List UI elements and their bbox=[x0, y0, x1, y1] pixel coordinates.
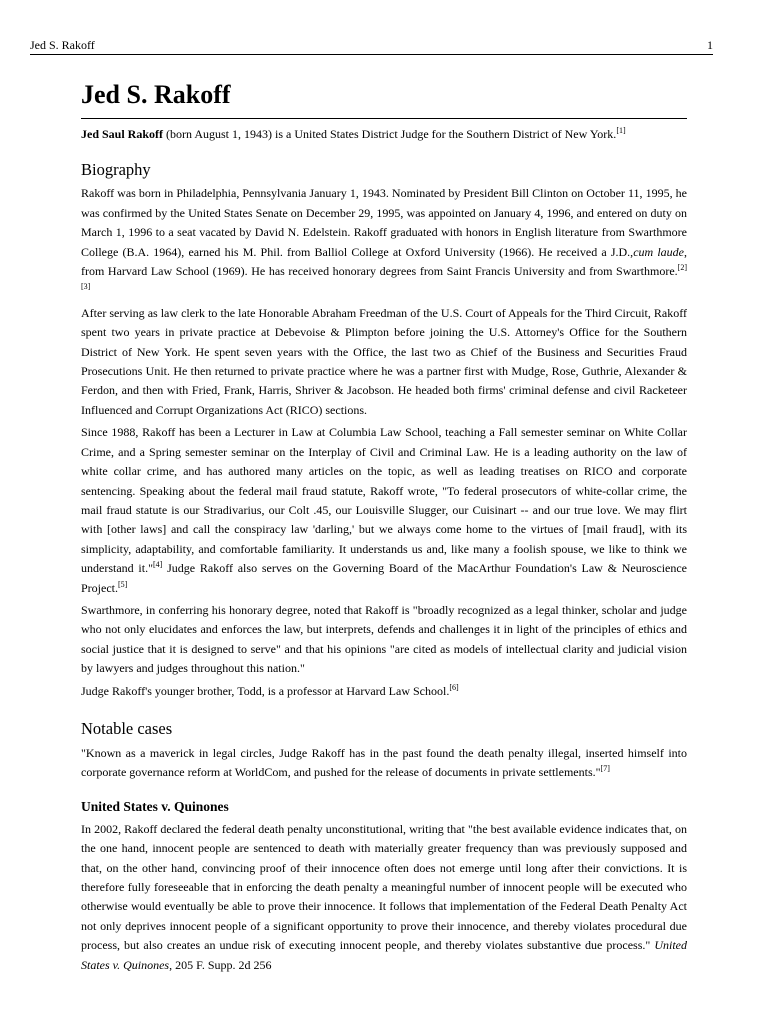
intro-paragraph bbox=[81, 125, 687, 144]
page-title: Jed S. Rakoff bbox=[81, 78, 687, 119]
citation-link[interactable]: [4] bbox=[153, 560, 163, 570]
biography-paragraph: After serving as law clerk to the late Honorable Abraham Freedman of the U.S. Court of Appeals for the Third Circuit, Rakoff spent two years in private practice at Debevoise & Plimpton before joining the U.S. Attorney's Office for the Southern District of New York. He spent seven years with the Office, the last two as Chief of the Business and Securities Fraud Prosecutions Unit. He then returned to private practice where he was a partner first with Mudge, Rose, Guthrie, Alexander & Ferdon, and then with Fried, Frank, Harris, Shriver & Jacobson. He headed both firms' criminal defense and civil Racketeer Influenced and Corrupt Organizations Act (RICO) sections. bbox=[81, 305, 687, 417]
article-body bbox=[81, 78, 687, 975]
subject-name: Jed Saul Rakoff bbox=[81, 127, 164, 141]
section-heading-notable-cases: Notable cases bbox=[81, 718, 173, 738]
notable-p1-text: "Known as a maverick in legal circles, Judge Rakoff has in the past found the death penalty illegal, inserted himself into corporate governance reform at WorldCom, and pushed for the release of documents in private settlements." bbox=[81, 745, 687, 780]
biography-paragraph bbox=[81, 682, 687, 701]
section-heading-biography: Biography bbox=[81, 160, 151, 180]
subsection-heading-quinones: United States v. Quinones bbox=[81, 798, 229, 814]
bio-p5-text: Judge Rakoff's younger brother, Todd, is a professor at Harvard Law School. bbox=[81, 683, 450, 698]
citation-link[interactable]: [1] bbox=[616, 126, 626, 135]
intro-text: (born August 1, 1943) is a United States District Judge for the Southern District of New York. bbox=[163, 127, 617, 141]
quinones-p1-text-b: , 205 F. Supp. 2d 256 bbox=[169, 957, 272, 972]
citation-link[interactable]: [5] bbox=[118, 579, 128, 589]
bio-p3-text-a: Since 1988, Rakoff has been a Lecturer in Law at Columbia Law School, teaching a Fall semester seminar on White Collar Crime, and a Spring semester seminar on the Interplay of Civil and Criminal Law. He is a leading authority on the law of white collar crime, and has authored many articles on the topic, as well as leading treatises on RICO and corporate sentencing. Speaking about the federal mail fraud statute, Rakoff wrote, "To federal prosecutors of white-collar crime, the mail fraud statute is our Stradivarius, our Colt .45, our Louisville Slugger, our Cuisinart -- and our true love. We may flirt with [other laws] and call the conspiracy law 'darling,' but we always come home to the virtues of [mail fraud], with its simplicity, adaptability, and comfortable familiarity. It understands us and, like many a foolish spouse, we like to think we understand it." bbox=[81, 425, 687, 576]
citation-link[interactable]: [2] [3] bbox=[81, 263, 687, 292]
running-title: Jed S. Rakoff bbox=[30, 38, 95, 52]
bio-p1-text-a: Rakoff was born in Philadelphia, Pennsylvania January 1, 1943. Nominated by President Bill Clinton on October 11, 1995, he was confirmed by the United States Senate on December 29, 1995, was appointed on January 4, 1996, and entered on duty on March 1, 1996 to a seat vacated by David N. Edelstein. Rakoff graduated with honors in English literature from Swarthmore College (B.A. 1964), earned his M. Phil. from Balliol College at Oxford University (1966). He received a J.D., bbox=[81, 186, 687, 259]
citation-link[interactable]: [6] bbox=[449, 682, 459, 692]
citation-link[interactable]: [7] bbox=[600, 764, 610, 774]
biography-paragraph bbox=[81, 423, 687, 598]
biography-paragraph bbox=[81, 184, 687, 300]
quinones-paragraph bbox=[81, 820, 687, 975]
bio-p3-text-b: Judge Rakoff also serves on the Governing Board of the MacArthur Foundation's Law & Neuroscience Project. bbox=[81, 561, 688, 595]
case-name-emphasis: United States v. Quinones bbox=[81, 938, 687, 972]
biography-paragraph: Swarthmore, in conferring his honorary degree, noted that Rakoff is "broadly recognized as a legal thinker, scholar and judge who not only elucidates and enforces the law, but interprets, defends and challenges it in light of the principles of ethics and social justice that it is designed to serve" and that his opinions "are cited as models of intellectual clarity and judicial vision by lawyers and judges throughout this nation." bbox=[81, 602, 687, 676]
bio-p1-emphasis: cum laude bbox=[633, 244, 684, 259]
quinones-p1-text-a: In 2002, Rakoff declared the federal death penalty unconstitutional, writing that "the best available evidence indicates that, on the one hand, innocent people are sentenced to death with materially greater frequency than was previously supposed and that, on the other hand, convincing proof of their innocence often does not emerge until long after their convictions. It is therefore fully foreseeable that in enforcing the death penalty a meaningful number of innocent people will be executed who otherwise would eventually be able to prove their innocence. It follows that implementation of the Federal Death Penalty Act not only deprives innocent people of a significant opportunity to prove their innocence, and thereby violates procedural due process, but also creates an undue risk of executing innocent people, and thereby violates substantive due process." bbox=[81, 821, 687, 953]
running-header bbox=[30, 38, 713, 55]
bio-p1-text-b: , from Harvard Law School (1969). He has received honorary degrees from Saint Francis University and from Swarthmore. bbox=[81, 244, 687, 279]
notable-cases-paragraph bbox=[81, 744, 687, 783]
page-number: 1 bbox=[707, 38, 713, 52]
